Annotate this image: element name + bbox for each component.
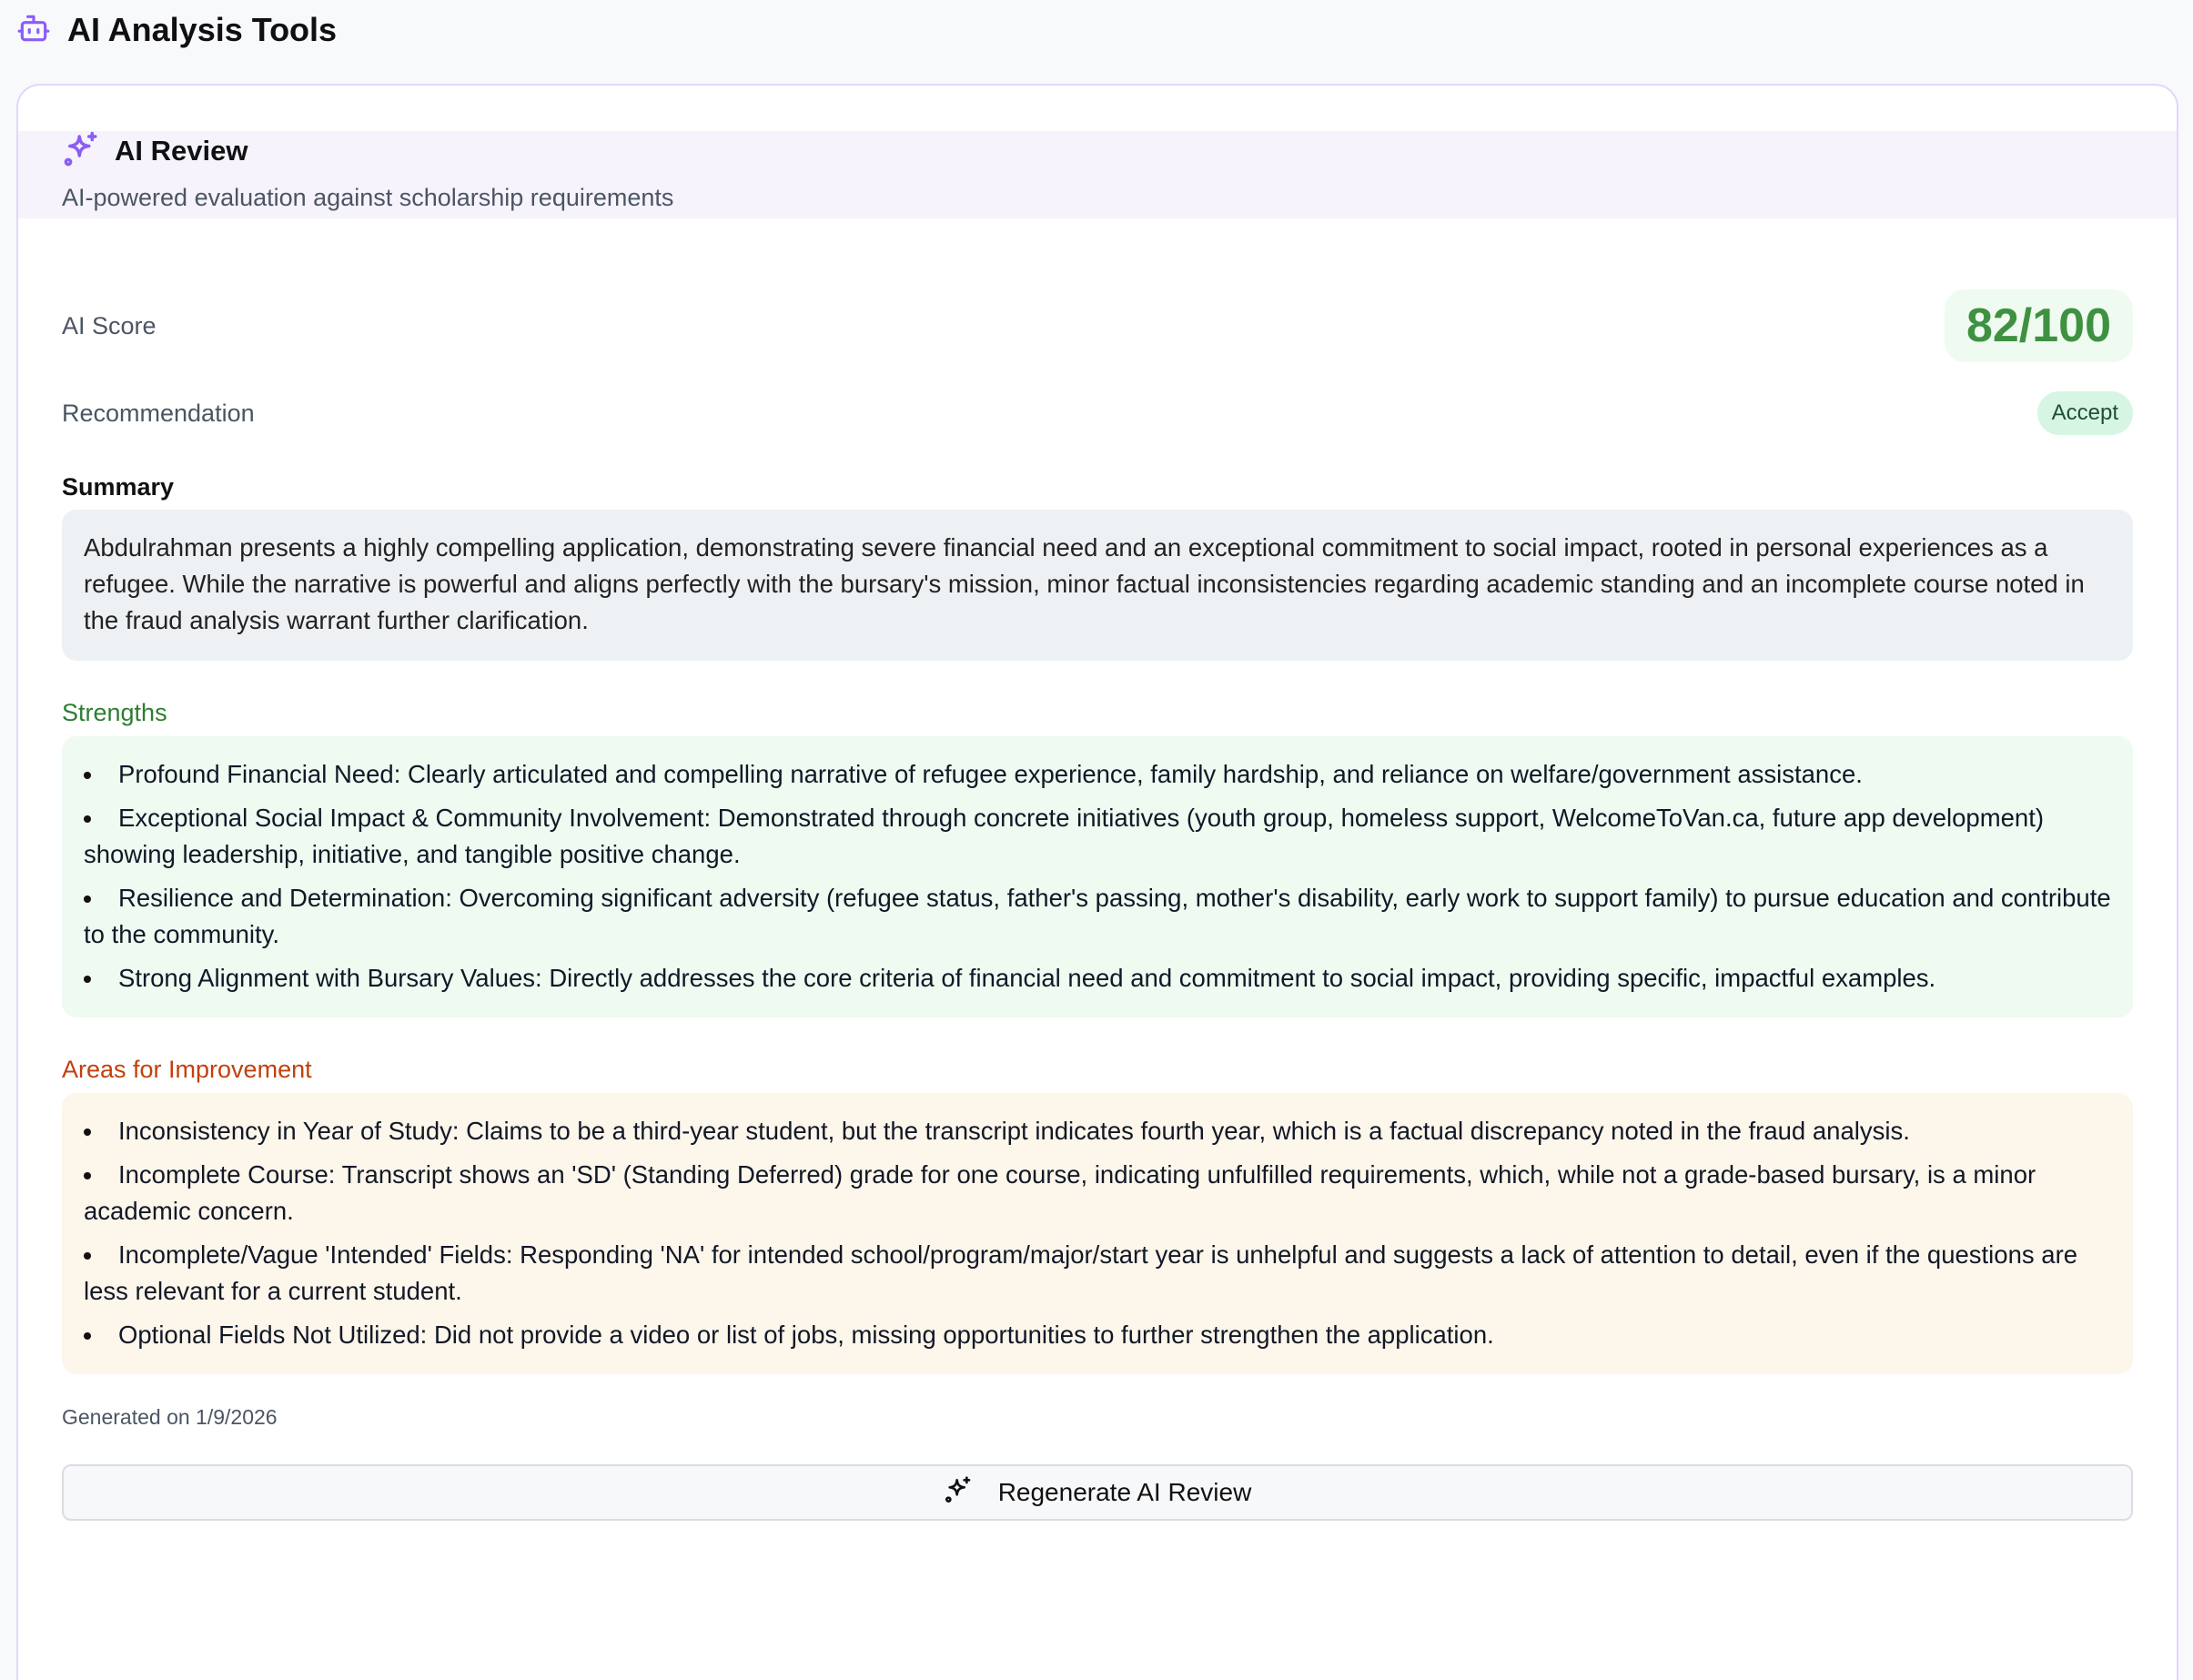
ai-score-row bbox=[62, 289, 2133, 362]
sparkles-icon bbox=[62, 130, 100, 173]
summary-box: Abdulrahman presents a highly compelling application, demonstrating severe financial need and an exceptional commitment to social impact, rooted in personal experiences as a refugee. While the narrative is powerful and aligns perfectly with the bursary's mission, minor factual inconsistencies regarding academic standing and an incomplete course noted in the fraud analysis warrant further clarification. bbox=[62, 510, 2133, 661]
improvement-item: Inconsistency in Year of Study: Claims to be a third-year student, but the transcript indicates fourth year, which is a factual discrepancy noted in the fraud analysis. bbox=[84, 1113, 2111, 1149]
generated-date: Generated on 1/9/2026 bbox=[62, 1405, 278, 1429]
strength-item: Resilience and Determination: Overcoming significant adversity (refugee status, father's passing, mother's disability, early work to support family) to pursue education and contribute to the community. bbox=[84, 880, 2111, 953]
bot-icon bbox=[16, 11, 51, 50]
improvement-item: Incomplete/Vague 'Intended' Fields: Responding 'NA' for intended school/program/major/start year is unhelpful and suggests a lack of attention to detail, even if the questions are less relevant for a current student. bbox=[84, 1237, 2111, 1310]
card-subtitle: AI-powered evaluation against scholarship requirements bbox=[62, 184, 674, 211]
improvements-heading: Areas for Improvement bbox=[62, 1056, 312, 1083]
regenerate-ai-review-button[interactable] bbox=[62, 1464, 2133, 1521]
card-header bbox=[18, 131, 2177, 218]
strengths-heading: Strengths bbox=[62, 699, 167, 726]
strength-item: Exceptional Social Impact & Community Involvement: Demonstrated through concrete initiatives (youth group, homeless support, WelcomeToVan.ca, future app development) showing leadership, initiative, and tangible positive change. bbox=[84, 800, 2111, 873]
improvement-item: Optional Fields Not Utilized: Did not provide a video or list of jobs, missing opportunities to further strengthen the application. bbox=[84, 1317, 2111, 1353]
strength-item: Profound Financial Need: Clearly articulated and compelling narrative of refugee experience, family hardship, and reliance on welfare/government assistance. bbox=[84, 756, 2111, 793]
recommendation-row bbox=[62, 391, 2133, 435]
summary-heading: Summary bbox=[62, 473, 175, 501]
strength-item: Strong Alignment with Bursary Values: Directly addresses the core criteria of financial need and commitment to social impact, providing specific, impactful examples. bbox=[84, 960, 2111, 997]
sparkles-icon bbox=[944, 1475, 973, 1511]
recommendation-badge: Accept bbox=[2037, 391, 2133, 435]
improvements-box bbox=[62, 1093, 2133, 1374]
improvement-item: Incomplete Course: Transcript shows an 'SD' (Standing Deferred) grade for one course, indicating unfulfilled requirements, which, while not a grade-based bursary, is a minor academic concern. bbox=[84, 1157, 2111, 1230]
strengths-box bbox=[62, 736, 2133, 1017]
card-title: AI Review bbox=[115, 135, 248, 167]
page-title: AI Analysis Tools bbox=[67, 11, 338, 48]
recommendation-label: Recommendation bbox=[62, 399, 255, 427]
ai-review-card bbox=[16, 84, 2178, 1680]
page-header bbox=[16, 9, 337, 51]
ai-score-label: AI Score bbox=[62, 311, 157, 339]
regenerate-label: Regenerate AI Review bbox=[997, 1478, 1252, 1506]
ai-score-value: 82/100 bbox=[1945, 289, 2133, 362]
